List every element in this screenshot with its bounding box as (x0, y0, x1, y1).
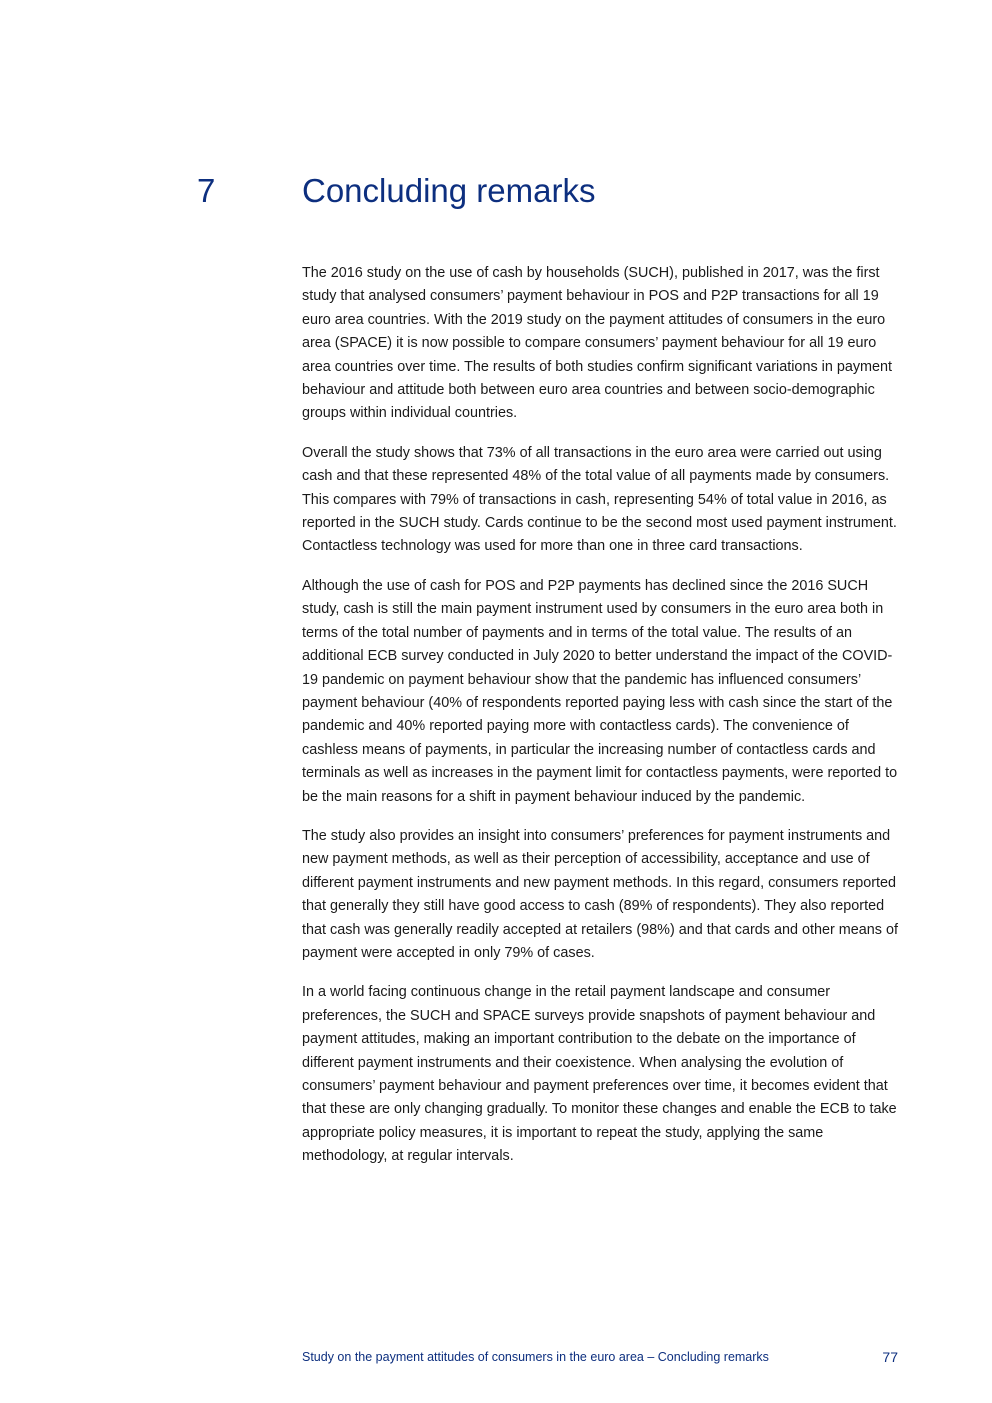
paragraph-such-space-comparison: The 2016 study on the use of cash by households (SUCH), published in 2017, was the first study that analysed consumers’ payment behaviour in POS and P2P transactions for all 19 euro area countries. With the 2019 study on the payment attitudes of consumers in the euro area (SPACE) it is now possible to compare consumers’ payment behaviour for all 19 euro area countries over time. The results of both studies confirm significant variations in payment behaviour and attitude both between euro area countries and between socio-demographic groups within individual countries. (302, 265, 893, 422)
paragraph-cash-share: Overall the study shows that 73% of all transactions in the euro area were carried out using cash and that these represented 48% of the total value of all payments made by consumers. This compares with 79% of transactions in cash, representing 54% of total value in 2016, as reported in the SUCH study. Cards continue to be the second most used payment instrument. Contactless technology was used for more than one in three card transactions. (302, 444, 897, 555)
page-number: 77 (882, 1349, 898, 1365)
chapter-title: Concluding remarks (302, 172, 596, 209)
chapter-number: 7 (197, 172, 216, 209)
paragraph-outlook: In a world facing continuous change in the retail payment landscape and consumer preferences, the SUCH and SPACE surveys provide snapshots of payment behaviour and payment attitudes, making an important contribution to the debate on the importance of different payment instruments and their coexistence. When analysing the evolution of consumers’ payment behaviour and payment preferences over time, it becomes evident that that these are only changing gradually. To monitor these changes and enable the ECB to take appropriate policy measures, it is important to repeat the study, applying the same methodology, at regular intervals. (302, 984, 897, 1165)
body-text (302, 262, 900, 1185)
footer-title: Study on the payment attitudes of consumers in the euro area – Concluding remarks (302, 1350, 769, 1364)
paragraph-preferences-acceptance: The study also provides an insight into consumers’ preferences for payment instruments and new payment methods, as well as their perception of accessibility, acceptance and use of different payment instruments and new payment methods. In this regard, consumers reported that generally they still have good access to cash (89% of respondents). They also reported that cash was generally readily accepted at retailers (98%) and that cards and other means of payment were accepted in only 79% of cases. (302, 827, 898, 961)
paragraph-covid-impact: Although the use of cash for POS and P2P payments has declined since the 2016 SUCH study, cash is still the main payment instrument used by consumers in the euro area both in terms of the total number of payments and in terms of the total value. The results of an additional ECB survey conducted in July 2020 to better understand the impact of the COVID-19 pandemic on payment behaviour show that the pandemic has influenced consumers’ payment behaviour (40% of respondents reported paying less with cash since the start of the pandemic and 40% reported paying more with contactless cards). The convenience of cashless means of payments, in particular the increasing number of contactless cards and terminals as well as increases in the payment limit for contactless payments, were reported to be the main reasons for a shift in payment behaviour induced by the pandemic. (302, 577, 898, 805)
